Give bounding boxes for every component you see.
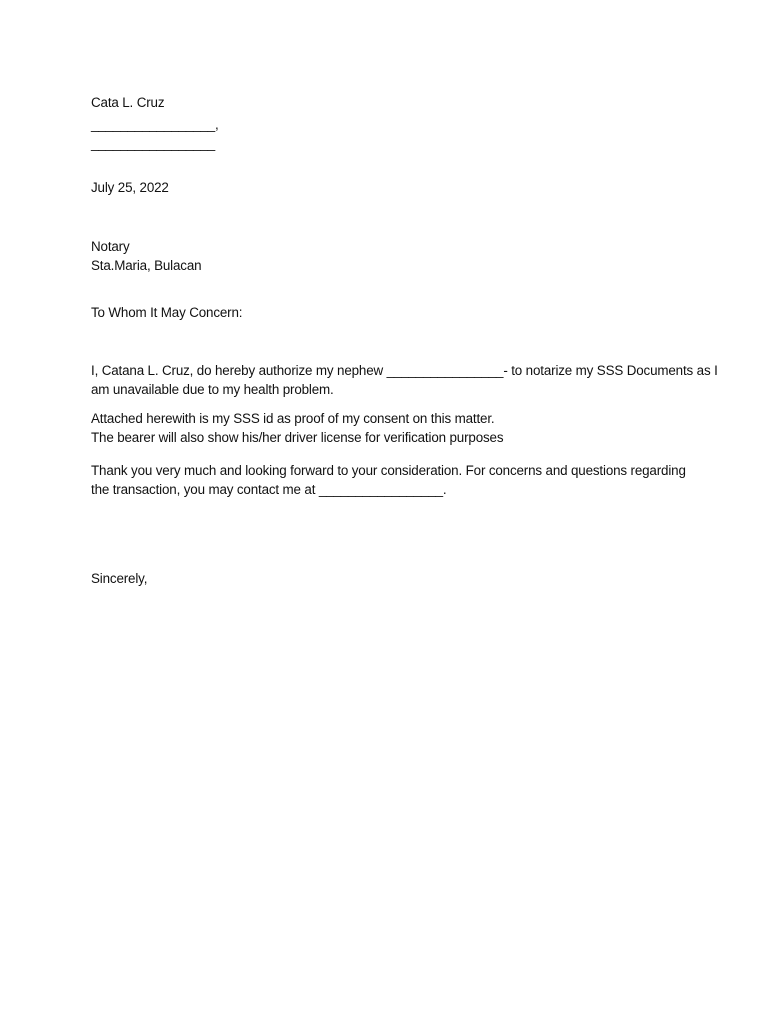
recipient-line-1: Notary: [91, 239, 130, 254]
closing: Sincerely,: [91, 571, 148, 586]
body-paragraph-attachment: [91, 409, 691, 447]
body-paragraph-thanks: [91, 461, 691, 499]
body-paragraph-line: I, Catana L. Cruz, do hereby authorize my nephew ________________- to notarize my SSS Documents as I: [91, 363, 718, 378]
sender-address-line-1: _________________,: [91, 117, 219, 132]
body-paragraph-line: Thank you very much and looking forward to your consideration. For concerns and questions regarding: [91, 463, 686, 478]
body-paragraph-authorization: [91, 361, 718, 399]
body-paragraph-line: the transaction, you may contact me at _________________.: [91, 482, 447, 497]
salutation: To Whom It May Concern:: [91, 305, 243, 320]
letter-date: July 25, 2022: [91, 180, 169, 195]
body-paragraph-line: am unavailable due to my health problem.: [91, 382, 334, 397]
recipient-line-2: Sta.Maria, Bulacan: [91, 258, 202, 273]
body-paragraph-line: Attached herewith is my SSS id as proof of my consent on this matter.: [91, 411, 495, 426]
body-paragraph-line: The bearer will also show his/her driver license for verification purposes: [91, 430, 504, 445]
sender-address-line-2: _________________: [91, 136, 216, 151]
sender-name: Cata L. Cruz: [91, 95, 165, 110]
